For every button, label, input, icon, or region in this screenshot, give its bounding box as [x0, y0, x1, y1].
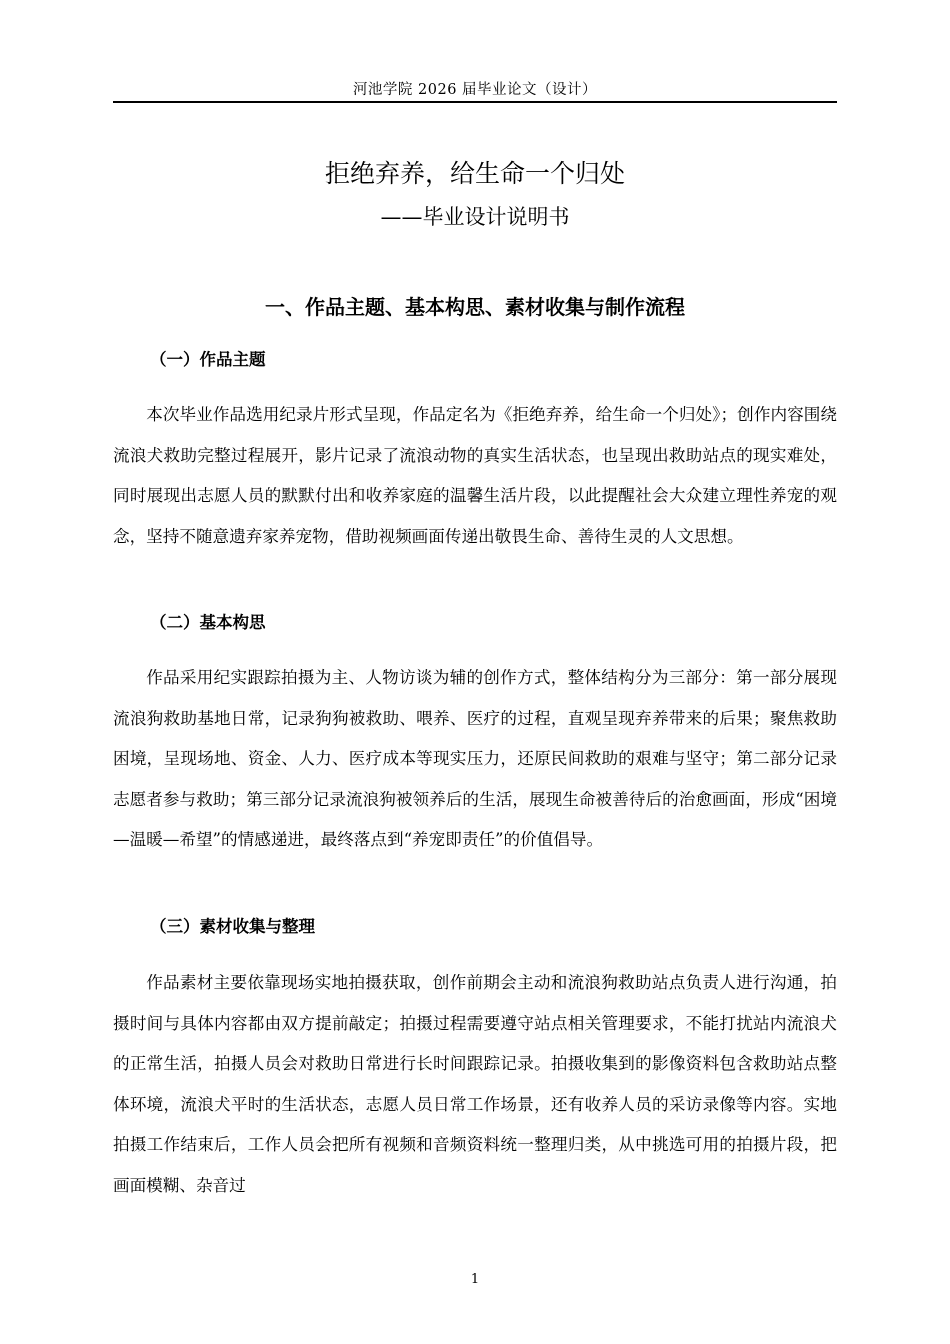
page-number: 1 [470, 1272, 480, 1287]
section-heading-1: 一、作品主题、基本构思、素材收集与制作流程 [265, 295, 685, 319]
running-header: 河池学院 2026 届毕业论文（设计） [352, 82, 598, 98]
header-divider [113, 101, 837, 103]
subsection-heading-materials: （三）素材收集与整理 [150, 917, 315, 936]
paragraph-concept: 作品采用纪实跟踪拍摄为主、人物访谈为辅的创作方式，整体结构分为三部分：第一部分展现流浪狗救助基地日常，记录狗狗被救助、喂养、医疗的过程，直观呈现弃养带来的后果；聚焦救助困境，呈现场地、资金、人力、医疗成本等现实压力，还原民间救助的艰难与坚守；第二部分记录志愿者参与救助；第三部分记录流浪狗被领养后的生活，展现生命被善待后的治愈画面，形成“困境—温暖—希望”的情感递进，最终落点到“养宠即责任”的价值倡导。 [113, 668, 837, 850]
subsection-heading-theme: （一）作品主题 [150, 350, 266, 369]
document-subtitle: ——毕业设计说明书 [380, 205, 570, 229]
document-title: 拒绝弃养，给生命一个归处 [324, 159, 625, 188]
paragraph-materials: 作品素材主要依靠现场实地拍摄获取，创作前期会主动和流浪狗救助站点负责人进行沟通，拍摄时间与具体内容都由双方提前敲定；拍摄过程需要遵守站点相关管理要求，不能打扰站内流浪犬的正常生活，拍摄人员会对救助日常进行长时间跟踪记录。拍摄收集到的影像资料包含救助站点整体环境，流浪犬平时的生活状态，志愿人员日常工作场景，还有收养人员的采访录像等内容。实地拍摄工作结束后，工作人员会把所有视频和音频资料统一整理归类，从中挑选可用的拍摄片段，把画面模糊、杂音过 [113, 973, 837, 1195]
subsection-heading-concept: （二）基本构思 [150, 613, 266, 632]
paragraph-theme: 本次毕业作品选用纪录片形式呈现，作品定名为《拒绝弃养，给生命一个归处》；创作内容围绕流浪犬救助完整过程展开，影片记录了流浪动物的真实生活状态，也呈现出救助站点的现实难处，同时展现出志愿人员的默默付出和收养家庭的温馨生活片段，以此提醒社会大众建立理性养宠的观念，坚持不随意遗弃家养宠物，借助视频画面传递出敬畏生命、善待生灵的人文思想。 [113, 405, 837, 546]
